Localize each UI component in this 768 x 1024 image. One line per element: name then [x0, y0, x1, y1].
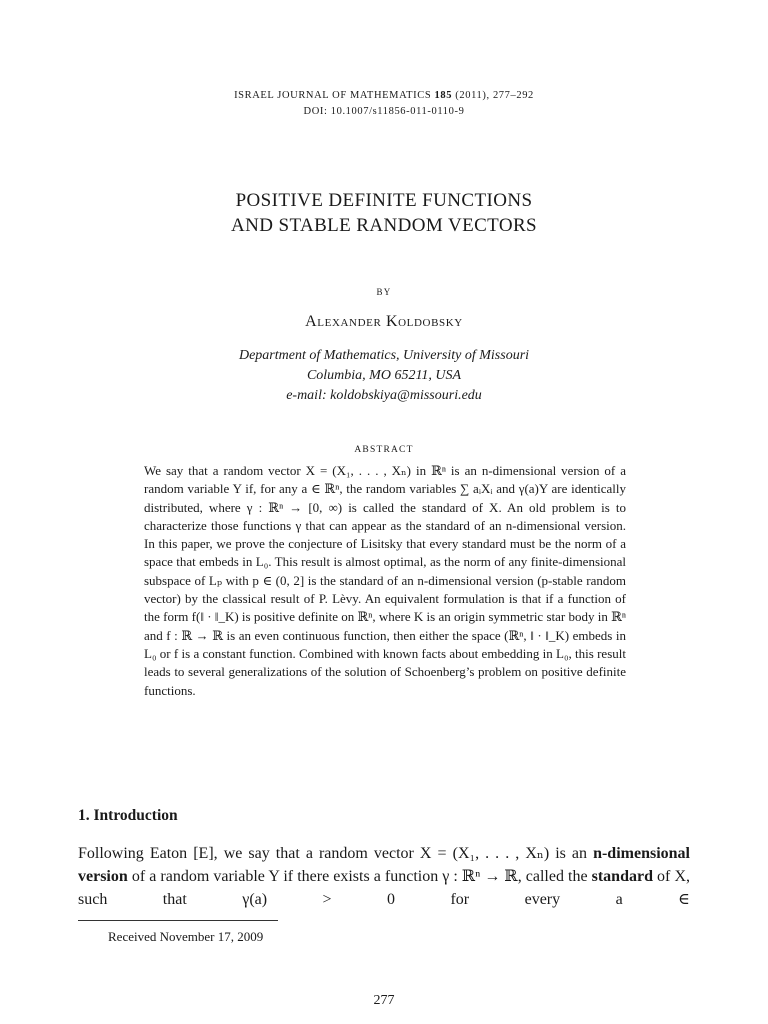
journal-citation	[0, 88, 768, 104]
introduction-paragraph	[78, 842, 690, 911]
doi: DOI: 10.1007/s11856-011-0110-9	[303, 106, 465, 117]
journal-name: ISRAEL JOURNAL OF MATHEMATICS	[234, 90, 432, 101]
author-department: Department of Mathematics, University of Missouri	[238, 348, 530, 363]
page-number: 277	[373, 993, 395, 1008]
journal-year-pages: (2011), 277–292	[455, 90, 534, 101]
abstract-text: We say that a random vector X = (X₁, . . . , Xₙ) in ℝⁿ is an n-dimensional version of a random variable Y if, for any a ∈ ℝⁿ, the random variables ∑ aᵢXᵢ and γ(a)Y are identically distributed, where γ : ℝⁿ → [0, ∞) is called the standard of X. An old problem is to characterize those functions γ that can appear as the standard of an n-dimensional version. In this paper, we prove the conjecture of Lisitsky that every standard must be the norm of a space that embeds in L₀. This result is almost optimal, as the norm of any finite-dimensional subspace of Lₚ with p ∈ (0, 2] is the standard of an n-dimensional version (p-stable random vector) by the classical result of P. Lèvy. An equivalent formulation is that if a function of the form f(‖ · ‖_K) is positive definite on ℝⁿ, where K is an origin symmetric star body in ℝⁿ and f : ℝ → ℝ is an even continuous function, then either the space (ℝⁿ, ‖ · ‖_K) embeds in L₀ or f is a constant function. Combined with known facts about embedding in L₀, this result leads to several generalizations of the solution of Schoenberg’s problem on positive definite functions.	[144, 463, 626, 698]
author-location: Columbia, MO 65211, USA	[306, 368, 462, 383]
journal-header	[0, 88, 768, 120]
title-line-2: AND STABLE RANDOM VECTORS	[230, 215, 537, 236]
introduction-body	[78, 842, 690, 911]
journal-volume: 185	[434, 90, 453, 101]
section-heading: 1. Introduction	[78, 807, 178, 824]
intro-text-2: of a random variable Y if there exists a function γ : ℝⁿ → ℝ, called the	[127, 868, 592, 885]
abstract-body	[144, 462, 626, 700]
intro-term-version: n-dimensional version	[78, 845, 690, 885]
intro-text-1: Following Eaton [E], we say that a random vector X = (X₁, . . . , Xₙ) is an	[78, 845, 594, 862]
footnote-received: Received November 17, 2009	[108, 929, 264, 944]
author-affiliation	[0, 346, 768, 406]
author-name: Alexander Koldobsky	[305, 313, 463, 330]
intro-term-standard: standard	[591, 868, 653, 885]
intro-text-3: of X, such that γ(a) > 0 for every a ∈	[78, 868, 690, 908]
author-email: e-mail: koldobskiya@missouri.edu	[286, 388, 482, 403]
title-line-1: POSITIVE DEFINITE FUNCTIONS	[235, 190, 533, 211]
paper-title	[0, 188, 768, 238]
footnote-rule	[78, 920, 278, 921]
abstract-heading: ABSTRACT	[354, 445, 414, 455]
by-label: BY	[376, 287, 392, 297]
